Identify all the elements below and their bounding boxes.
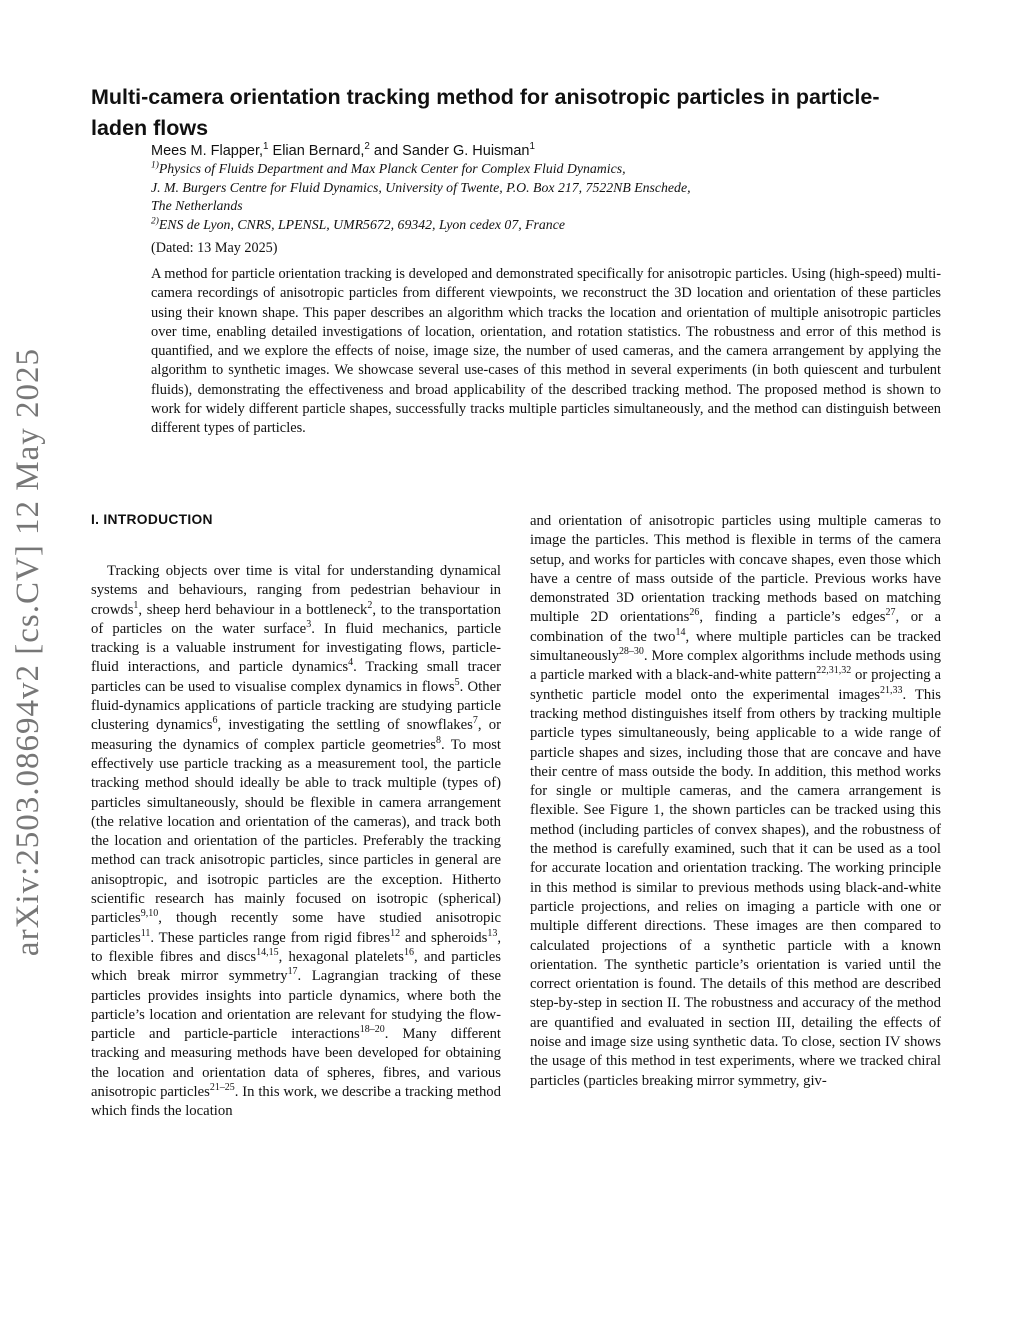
citation-marker: 5 [454,676,460,688]
abstract: A method for particle orientation tracking is developed and demonstrated specifically for anisotropic particles. Using (high-speed) multi-camera recordings of anisotropic particles from different viewpoints, we reconstruct the 3D location and orientation of these particles using their known shape. This paper describes an algorithm which tracks the location and orientation of multiple anisotropic particles over time, enabling detailed investigations of location, orientation, and rotation statistics. The robustness and error of this method is quantified, and we explore the effects of noise, image size, the number of used cameras, and the camera arrangement by applying the algorithm to synthetic images. We showcase several use-cases of this method in several experiments (in both quiescent and turbulent fluids), demonstrating the effectiveness and broad applicability of the described tracking method. The proposed method is shown to work for widely different particle shapes, successfully tracks multiple particles simultaneously, and the method can distinguish between different types of particles. [151,266,941,437]
text-run: . To most effectively use particle tracking as a measurement tool, the particle tracking method should ideally be able to track multiple (types of) particles simultaneously, should be flexible in camera arrangement (the relative location and orientation of the cameras), and track both the location and orientation of the particles. Preferably the tracking method can track anisotropic particles, since particles in general are anisoptropic, and isotropic particles are the exception. Hitherto scientific research has mainly focused on isotropic (spherical) particles [91,736,501,927]
section-heading-introduction: I. INTRODUCTION [91,512,213,527]
affiliation-1-address: J. M. Burgers Centre for Fluid Dynamics, University of Twente, P.O. Box 217, 7522NB Enschede, [151,179,691,195]
affiliations [151,160,931,234]
citation-marker: 16 [403,947,414,959]
citation-marker: 28–30 [618,646,644,658]
text-run: . Lagrangian tracking of these particles provides insights into particle dynamics, where both the particle’s location and orientation are relevant for studying the flow-particle and particle-particle interactions [91,968,501,1043]
citation-marker: 21,33 [880,684,903,696]
citation-marker: 14,15 [256,947,279,959]
citation-marker: 2 [367,599,373,611]
introduction-paragraph [91,562,501,1122]
text-run: . This tracking method distinguishes itself from others by tracking multiple particle types simultaneously, being applicable to a wide range of particle shapes and sizes, including those that are concave and have their centre of mass outside the body. In addition, this method works for single or multiple cameras, and the camera arrangement is flexible. See Figure 1, the shown particles can be tracked using this method (including particles of convex shapes), and the robustness of the method is carefully examined, such that it can be used as a tool for accurate location and orientation tracking. The working principle in this method is similar to previous methods using black-and-white particle projections, and relies on imaging a particle with one or multiple different directions. These images are then compared to calculated projections of a synthetic particle with a known orientation. The synthetic particle’s orientation is varied until the correct orientation is found. The details of this method are described step-by-step in section II. The robustness and accuracy of the method are quantified and evaluated in section III, detailing the effects of noise and image size using synthetic data. To close, section IV shows the usage of this method in test experiments, where we tracked chiral particles (particles breaking mirror symmetry, giv- [530,686,941,1089]
affiliation-2: $^{2)}$ENS de Lyon, CNRS, LPENSL, UMR5672, 69342, Lyon cedex 07, France [151,215,565,232]
text-run: . In this work, we describe a tracking method which finds the location [91,1084,501,1120]
citation-marker: 11 [140,927,151,939]
citation-marker: 9,10 [140,908,159,920]
text-run: , investigating the settling of snowflakes [217,717,473,734]
text-run: Tracking objects over time is vital for understanding dynamical systems and behaviours, ranging from pedestrian behaviour in crowds [91,563,501,618]
citation-marker: 27 [885,607,896,619]
text-run: . Tracking small tracer particles can be used to visualise complex dynamics in flows [91,659,501,695]
text-run: , and particles which break mirror symmetry [91,948,501,985]
author-name: Elian Bernard, [272,143,365,159]
affiliation-mark: 1 [529,141,535,153]
introduction-continuation [530,512,941,1091]
text-run: . More complex algorithms include methods using a particle marked with a black-and-white pattern [530,648,941,684]
text-run: , where multiple particles can be tracked simultaneously [530,628,942,665]
citation-marker: 13 [487,927,498,939]
citation-marker: 18–20 [359,1024,385,1036]
text-run: and orientation of anisotropic particles using multiple cameras to image the particles. This method is flexible in terms of the camera setup, and works for particles with concave shapes, even those which have a centre of mass outside of the particle. Previous works have demonstrated 3D orientation tracking methods based on matching multiple 2D orientations [530,513,941,626]
text-run: , sheep herd behaviour in a bottleneck [138,601,368,618]
text-run: . Other fluid-dynamics applications of particle tracking are studying particle clustering dynamics [91,678,501,734]
text-run: , to the transportation of particles on the water surface [91,601,501,637]
citation-marker: 4 [348,657,354,669]
citation-marker: 17 [287,966,298,978]
text-run: , or measuring the dynamics of complex particle geometries [91,717,501,753]
text-run: , though recently some have studied anisotropic particles [91,910,501,946]
paper-title: Multi-camera orientation tracking method for anisotropic particles in particle-laden flows [91,85,880,140]
affiliation-mark: 1 [263,141,269,153]
text-run: or projecting a synthetic particle model onto the experimental images [530,667,941,703]
text-run: . In fluid mechanics, particle tracking is a valuable instrument for investigating flows, particle-fluid interactions, and particle dynamics [91,620,501,676]
text-run: , or a combination of the two [530,609,942,645]
text-run: , to flexible fibres and discs [91,929,501,965]
affiliation-mark: 2 [364,141,370,153]
affiliation-1: $^{1)}$Physics of Fluids Department and Max Planck Center for Complex Fluid Dynamics, [151,160,626,176]
author-name: Sander G. Huisman [402,143,530,159]
text-run: and spheroids [400,929,488,946]
citation-marker: 12 [390,927,401,939]
text-run: , finding a particle’s edges [699,609,886,626]
citation-marker: 26 [689,607,700,619]
text-run: , hexagonal platelets [278,948,404,965]
arxiv-side-stamp: arXiv:2503.08694v2 [cs.CV] 12 May 2025 [10,347,46,957]
text-run: . These particles range from rigid fibres [150,929,391,946]
author-list: Mees M. Flapper,$^1$ Elian Bernard,$^2$ and Sander G. Huisman$^1$ [151,141,535,159]
text-run: . Many different tracking and measuring methods have been developed for obtaining the location and orientation data of spheres, fibres, and various anisotropic particles [91,1026,501,1101]
citation-marker: 6 [212,715,218,727]
citation-marker: 3 [306,619,312,630]
body-column-left [91,562,501,1122]
affiliation-1-country: The Netherlands [151,198,243,213]
citation-marker: 7 [472,715,478,727]
citation-marker: 14 [675,626,686,638]
citation-marker: 21–25 [209,1082,235,1094]
citation-marker: 22,31,32 [816,665,852,677]
citation-marker: 8 [435,734,441,746]
citation-marker: 1 [133,599,139,611]
author-name: Mees M. Flapper, [151,143,264,159]
body-column-right [530,512,941,1091]
dated-line: (Dated: 13 May 2025) [151,240,278,256]
